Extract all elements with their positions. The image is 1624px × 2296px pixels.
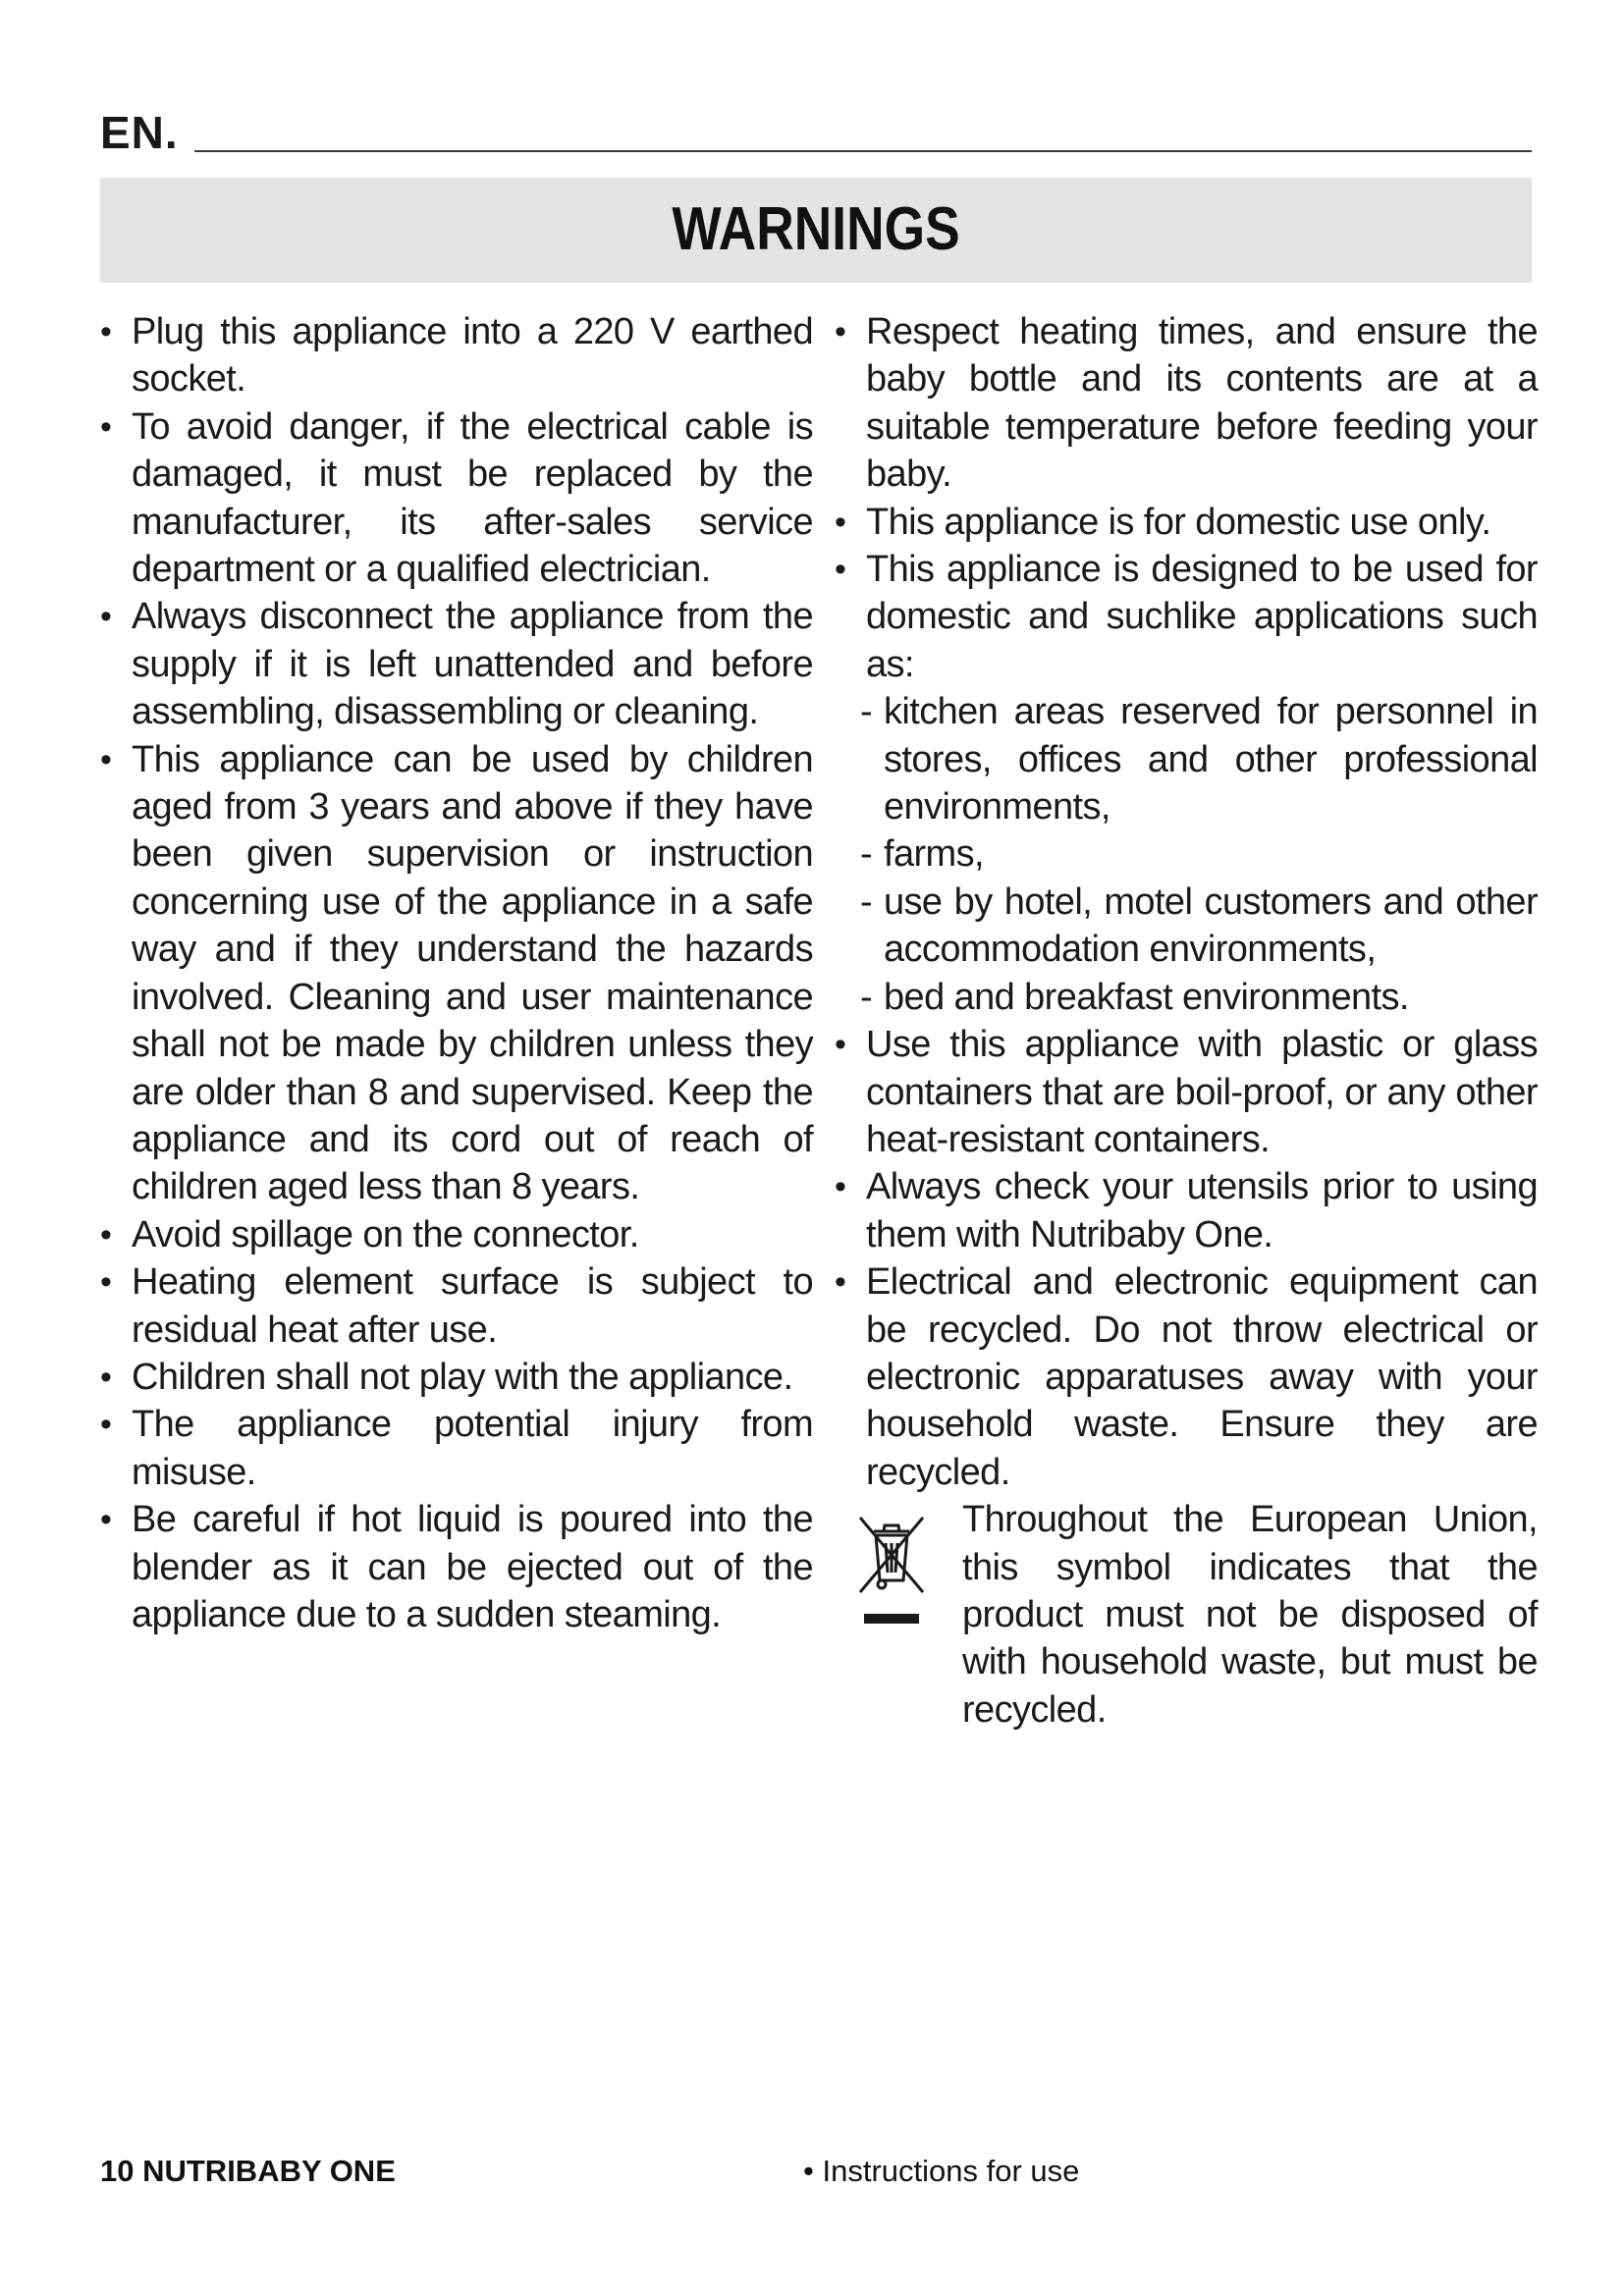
header-rule <box>194 150 1532 152</box>
sub-list-item: - bed and breakfast environments. <box>860 976 1409 1018</box>
list-item: • Electrical and electronic equipment can be recycled. Do not throw electrical or electronic apparatuses away with your household waste. Ensure they are recycled. <box>835 1261 1538 1493</box>
list-item: • Always check your utensils prior to using them with Nutribaby One. <box>835 1166 1538 1255</box>
list-item: • Avoid spillage on the connector. <box>100 1213 639 1255</box>
right-column <box>831 308 1538 1734</box>
sub-list-item: - kitchen areas reserved for personnel in stores, offices and other professional environments, <box>860 691 1538 828</box>
footer-page-label: 10 NUTRIBABY ONE <box>100 2154 396 2188</box>
list-item: • Always disconnect the appliance from the supply if it is left unattended and before assembling, disassembling or cleaning. <box>100 596 813 733</box>
list-item: • This appliance is for domestic use only. <box>835 501 1491 543</box>
list-item: • Heating element surface is subject to residual heat after use. <box>100 1261 813 1351</box>
list-item: • Respect heating times, and ensure the baby bottle and its contents are at a suitable temperature before feeding your baby. <box>835 311 1538 496</box>
sub-list-item: - use by hotel, motel customers and other accommodation environments, <box>860 881 1538 971</box>
lang-label: EN. <box>100 107 179 158</box>
left-column <box>96 308 813 1638</box>
warnings-banner <box>100 178 1532 283</box>
list-item: • Use this appliance with plastic or glass containers that are boil-proof, or any other heat-resistant containers. <box>835 1024 1538 1160</box>
list-item: • This appliance is designed to be used for domestic and suchlike applications such as: <box>835 549 1538 685</box>
weee-notice <box>854 1496 1538 1734</box>
list-item: • Be careful if hot liquid is poured into the blender as it can be ejected out of the appliance due to a sudden steaming. <box>100 1499 813 1635</box>
list-item: • To avoid danger, if the electrical cable is damaged, it must be replaced by the manufacturer, its after-sales service department or a qualified electrician. <box>100 405 813 591</box>
footer-doc-label: • Instructions for use <box>803 2154 1080 2188</box>
list-item: • Plug this appliance into a 220 V earthed socket. <box>100 311 813 400</box>
list-item: • The appliance potential injury from misuse. <box>100 1404 813 1493</box>
section-title: WARNINGS <box>672 195 960 263</box>
list-item: • This appliance can be used by children aged from 3 years and above if they have been given supervision or instruction concerning use of the appliance in a safe way and if they understand the hazards involved. Cleaning and user maintenance shall not be made by children unless they are older than 8 and supervised. Keep the appliance and its cord out of reach of children aged less than 8 years. <box>100 738 813 1208</box>
sub-list-item: - farms, <box>860 833 984 876</box>
crossed-out-wheelie-bin-icon <box>854 1506 929 1631</box>
list-item: • Children shall not play with the appliance. <box>100 1356 793 1398</box>
weee-text: Throughout the European Union, this symbol indicates that the product must not be disposed of with household waste, but must be recycled. <box>962 1499 1538 1731</box>
